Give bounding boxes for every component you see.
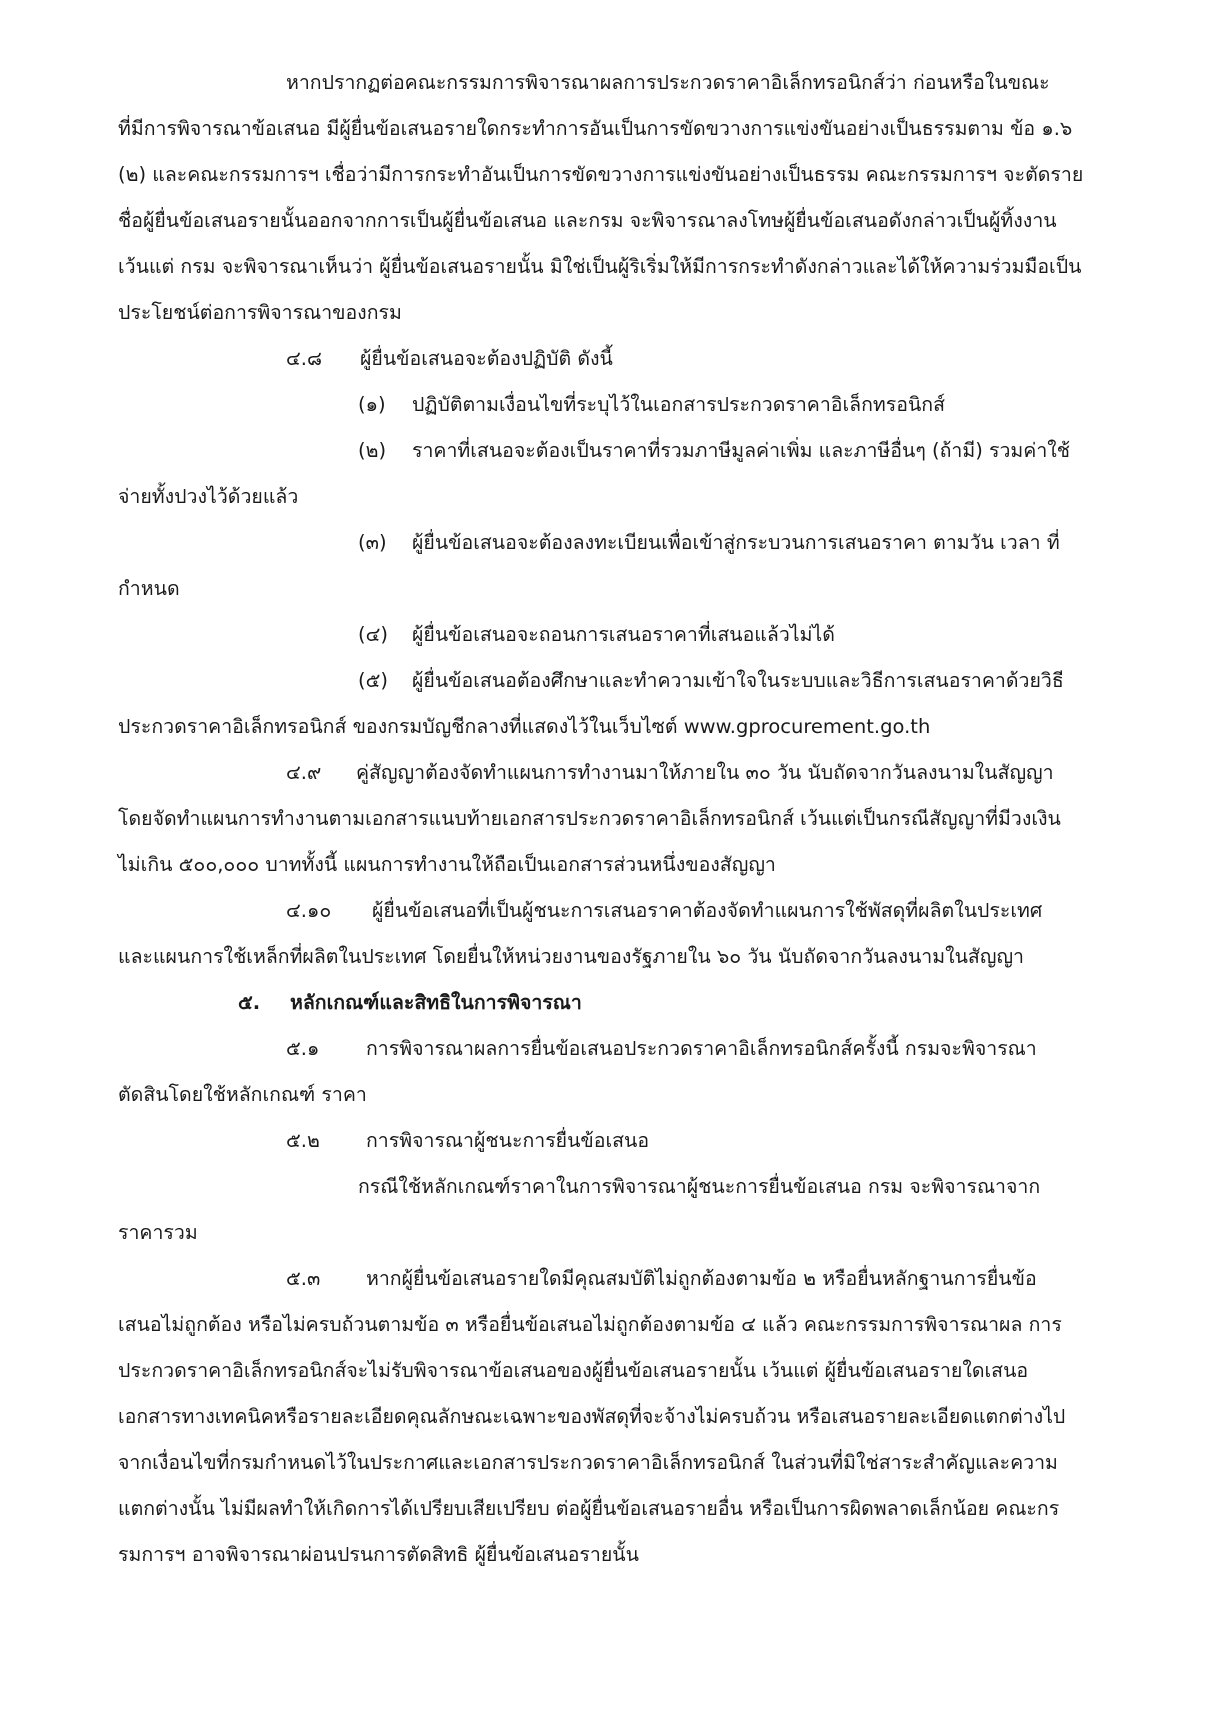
paragraph-line: ประโยชน์ต่อการพิจารณาของกรม <box>118 301 402 324</box>
list-item-text: ผู้ยื่นข้อเสนอจะต้องลงทะเบียนเพื่อเข้าสู่กระบวนการเสนอราคา ตามวัน เวลา ที่ <box>412 531 1060 554</box>
list-item-number: (๕) <box>358 669 388 692</box>
list-item-text: ผู้ยื่นข้อเสนอจะถอนการเสนอราคาที่เสนอแล้วไม่ได้ <box>412 623 835 646</box>
paragraph-line: (๒) และคณะกรรมการฯ เชื่อว่ามีการกระทำอันเป็นการขัดขวางการแข่งขันอย่างเป็นธรรม คณะกรรมการฯ จะตัดราย <box>118 163 1084 186</box>
list-item-text: ผู้ยื่นข้อเสนอต้องศึกษาและทำความเข้าใจในระบบและวิธีการเสนอราคาด้วยวิธี <box>412 669 1064 692</box>
paragraph-line: เว้นแต่ กรม จะพิจารณาเห็นว่า ผู้ยื่นข้อเสนอรายนั้น มิใช่เป็นผู้ริเริ่มให้มีการกระทำดังกล่าวและได้ให้ความร่วมมือเป็น <box>118 255 1082 278</box>
list-item-text: ปฏิบัติตามเงื่อนไขที่ระบุไว้ในเอกสารประกวดราคาอิเล็กทรอนิกส์ <box>412 393 946 416</box>
list-item-number: (๔) <box>358 623 388 646</box>
list-item-text: ราคาที่เสนอจะต้องเป็นราคาที่รวมภาษีมูลค่าเพิ่ม และภาษีอื่นๆ (ถ้ามี) รวมค่าใช้ <box>412 439 1071 462</box>
list-item-continuation: กำหนด <box>118 577 180 600</box>
paragraph-line: รมการฯ อาจพิจารณาผ่อนปรนการตัดสิทธิ ผู้ยื่นข้อเสนอรายนั้น <box>118 1543 639 1566</box>
section-text: กรณีใช้หลักเกณฑ์ราคาในการพิจารณาผู้ชนะการยื่นข้อเสนอ กรม จะพิจารณาจาก <box>358 1175 1041 1198</box>
section-number: ๕.๑ <box>286 1037 320 1060</box>
section-number: ๔.๙ <box>286 761 322 784</box>
section-text: การพิจารณาผลการยื่นข้อเสนอประกวดราคาอิเล็กทรอนิกส์ครั้งนี้ กรมจะพิจารณา <box>366 1037 1037 1060</box>
section-text: คู่สัญญาต้องจัดทำแผนการทำงานมาให้ภายใน ๓๐ วัน นับถัดจากวันลงนามในสัญญา <box>356 761 1054 784</box>
paragraph-line: หากปรากฏต่อคณะกรรมการพิจารณาผลการประกวดราคาอิเล็กทรอนิกส์ว่า ก่อนหรือในขณะ <box>286 71 1050 94</box>
paragraph-line: เสนอไม่ถูกต้อง หรือไม่ครบถ้วนตามข้อ ๓ หรือยื่นข้อเสนอไม่ถูกต้องตามข้อ ๔ แล้ว คณะกรรมการพิจารณาผล การ <box>118 1313 1062 1336</box>
paragraph-line: ราคารวม <box>118 1221 198 1244</box>
paragraph-line: ที่มีการพิจารณาข้อเสนอ มีผู้ยื่นข้อเสนอรายใดกระทำการอันเป็นการขัดขวางการแข่งขันอย่างเป็นธรรมตาม ข้อ ๑.๖ <box>118 117 1073 140</box>
section-heading: การพิจารณาผู้ชนะการยื่นข้อเสนอ <box>366 1129 650 1152</box>
paragraph-line: จากเงื่อนไขที่กรมกำหนดไว้ในประกาศและเอกสารประกวดราคาอิเล็กทรอนิกส์ ในส่วนที่มิใช่สาระสำคัญและความ <box>118 1451 1058 1474</box>
section-number: ๔.๑๐ <box>286 899 332 922</box>
list-item-continuation: จ่ายทั้งปวงไว้ด้วยแล้ว <box>118 485 299 508</box>
section-number: ๕.๓ <box>286 1267 321 1290</box>
paragraph-line: ตัดสินโดยใช้หลักเกณฑ์ ราคา <box>118 1083 367 1106</box>
paragraph-line: และแผนการใช้เหล็กที่ผลิตในประเทศ โดยยื่นให้หน่วยงานของรัฐภายใน ๖๐ วัน นับถัดจากวันลงนามในสัญญา <box>118 945 1025 968</box>
paragraph-line: ประกวดราคาอิเล็กทรอนิกส์จะไม่รับพิจารณาข้อเสนอของผู้ยื่นข้อเสนอรายนั้น เว้นแต่ ผู้ยื่นข้อเสนอรายใดเสนอ <box>118 1359 1029 1382</box>
paragraph-line: โดยจัดทำแผนการทำงานตามเอกสารแนบท้ายเอกสารประกวดราคาอิเล็กทรอนิกส์ เว้นแต่เป็นกรณีสัญญาที่มีวงเงิน <box>118 807 1061 830</box>
section-heading: ผู้ยื่นข้อเสนอจะต้องปฏิบัติ ดังนี้ <box>360 347 613 370</box>
list-item-number: (๑) <box>358 393 386 416</box>
list-item-continuation: ประกวดราคาอิเล็กทรอนิกส์ ของกรมบัญชีกลางที่แสดงไว้ในเว็บไซต์ www.gprocurement.go.th <box>118 715 931 738</box>
chapter-heading: หลักเกณฑ์และสิทธิในการพิจารณา <box>290 991 582 1014</box>
paragraph-line: ไม่เกิน ๕๐๐,๐๐๐ บาททั้งนี้ แผนการทำงานให้ถือเป็นเอกสารส่วนหนึ่งของสัญญา <box>118 853 776 876</box>
paragraph-line: ชื่อผู้ยื่นข้อเสนอรายนั้นออกจากการเป็นผู้ยื่นข้อเสนอ และกรม จะพิจารณาลงโทษผู้ยื่นข้อเสนอดังกล่าวเป็นผู้ทิ้งงาน <box>118 209 1057 232</box>
list-item-number: (๓) <box>358 531 387 554</box>
section-number: ๕.๒ <box>286 1129 320 1152</box>
chapter-number: ๕. <box>238 991 261 1014</box>
paragraph-line: แตกต่างนั้น ไม่มีผลทำให้เกิดการได้เปรียบเสียเปรียบ ต่อผู้ยื่นข้อเสนอรายอื่น หรือเป็นการผิดพลาดเล็กน้อย คณะกร <box>118 1497 1060 1520</box>
section-text: หากผู้ยื่นข้อเสนอรายใดมีคุณสมบัติไม่ถูกต้องตามข้อ ๒ หรือยื่นหลักฐานการยื่นข้อ <box>366 1267 1037 1290</box>
paragraph-line: เอกสารทางเทคนิคหรือรายละเอียดคุณลักษณะเฉพาะของพัสดุที่จะจ้างไม่ครบถ้วน หรือเสนอรายละเอียดแตกต่างไป <box>118 1405 1066 1428</box>
section-number: ๔.๘ <box>286 347 323 370</box>
section-text: ผู้ยื่นข้อเสนอที่เป็นผู้ชนะการเสนอราคาต้องจัดทำแผนการใช้พัสดุที่ผลิตในประเทศ <box>372 899 1043 922</box>
list-item-number: (๒) <box>358 439 387 462</box>
